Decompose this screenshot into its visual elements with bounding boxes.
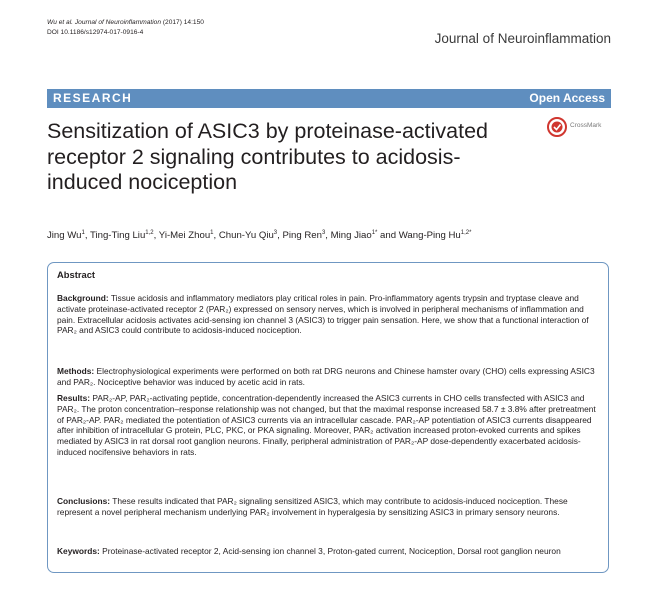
- citation-journal: Journal of Neuroinflammation: [74, 19, 162, 26]
- background-label: Background:: [57, 293, 109, 303]
- author-list: Jing Wu$^1$, Ting-Ting Liu$^{1,2}$, Yi-Mei Zhou$^1$, Chun-Yu Qiu$^3$, Ping Ren$^3$, Ming Jiao$^{1*}$ and Wang-Ping $Hu^{1,2*}$: [47, 230, 472, 242]
- methods-text: Electrophysiological experiments were performed on both rat DRG neurons and Chinese hamster ovary (CHO) cells expressing ASIC3 and PAR₂. Nociceptive behavior was induced by acetic acid in rats.: [57, 366, 595, 387]
- abstract-heading: Abstract: [57, 269, 96, 280]
- section-label: RESEARCH: [53, 91, 133, 105]
- author[interactable]: Wang-Ping $Hu^{1,2*}$: [398, 230, 472, 242]
- journal-name: Journal of Neuroinflammation: [434, 31, 611, 46]
- abstract-background: [57, 293, 597, 336]
- conclusions-text: These results indicated that PAR₂ signaling sensitized ASIC3, which may contribute to acidosis-induced nociception. These represent a novel peripheral mechanism underlying PAR₂ involvement in hyperalgesia by sensitizing ASIC3 in primary sensory neurons.: [57, 496, 568, 517]
- author[interactable]: Ping Ren$^3$: [282, 230, 326, 242]
- author[interactable]: Ting-Ting Liu$^{1,2}$: [90, 230, 154, 242]
- crossmark-icon: [547, 117, 567, 137]
- author[interactable]: Jing Wu$^1$: [47, 230, 85, 242]
- keywords-label: Keywords:: [57, 546, 100, 556]
- results-label: Results:: [57, 393, 91, 403]
- citation: [47, 18, 204, 38]
- author[interactable]: Yi-Mei Zhou$^1$: [158, 230, 214, 242]
- methods-label: Methods:: [57, 366, 95, 376]
- background-text: Tissue acidosis and inflammatory mediators play critical roles in pain. Pro-inflammatory agents trypsin and tryptase cleave and activate proteinase-activated receptor 2 (PAR₂) expressed on sensory nerves, which is involved in peripheral mechanisms of inflammation and pain. Extracellular acidosis activates acid-sensing ion channel 3 (ASIC3) to trigger pain sensation. Here, we show that a functional interaction of PAR₂ and ASIC3 could contribute to acidosis-induced nociception.: [57, 293, 589, 336]
- citation-line: [47, 18, 204, 28]
- citation-doi[interactable]: DOI 10.1186/s12974-017-0916-4: [47, 29, 144, 36]
- author[interactable]: Chun-Yu Qiu$^3$: [218, 230, 278, 242]
- author[interactable]: Ming Jiao$^{1*}$: [330, 230, 378, 242]
- article-title: Sensitization of ASIC3 by proteinase-activated receptor 2 signaling contributes to acidosis-induced nociception: [47, 119, 489, 194]
- conclusions-label: Conclusions:: [57, 496, 111, 506]
- citation-volume: (2017) 14:150: [162, 19, 204, 26]
- abstract-box: [47, 262, 609, 573]
- crossmark-label: CrossMark: [570, 122, 602, 129]
- abstract-results: [57, 393, 597, 458]
- crossmark-badge[interactable]: [547, 117, 622, 139]
- author-joiner: and: [380, 230, 397, 242]
- keywords-text: Proteinase-activated receptor 2, Acid-sensing ion channel 3, Proton-gated current, Nociception, Dorsal root ganglion neuron: [102, 546, 561, 556]
- open-access-label[interactable]: Open Access: [529, 91, 605, 105]
- results-text: PAR₂-AP, PAR₂-activating peptide, concentration-dependently increased the ASIC3 currents in CHO cells transfected with ASIC3 and PAR₂. The proton concentration–response relationship was not changed, but that the maximal response increased 58.7 ± 3.8% after pretreatment of PAR₂-AP. PAR₂ mediated the potentiation of ASIC3 currents via an intracellular cascade. PAR₂-AP potentiation of ASIC3 currents disappeared after inhibition of intracellular G protein, PLC, PKC, or PKA signaling. Moreover, PAR₂ activation increased proton-evoked currents and spikes mediated by ASIC3 in rat dorsal root ganglion neurons. Finally, peripheral administration of PAR₂-AP dose-dependently exacerbated acidosis-induced nocifensive behaviors in rats.: [57, 393, 596, 457]
- abstract-keywords: [57, 546, 597, 557]
- abstract-methods: [57, 366, 597, 388]
- citation-authors: Wu et al.: [47, 19, 74, 26]
- section-banner: [47, 89, 611, 108]
- abstract-conclusions: [57, 496, 597, 518]
